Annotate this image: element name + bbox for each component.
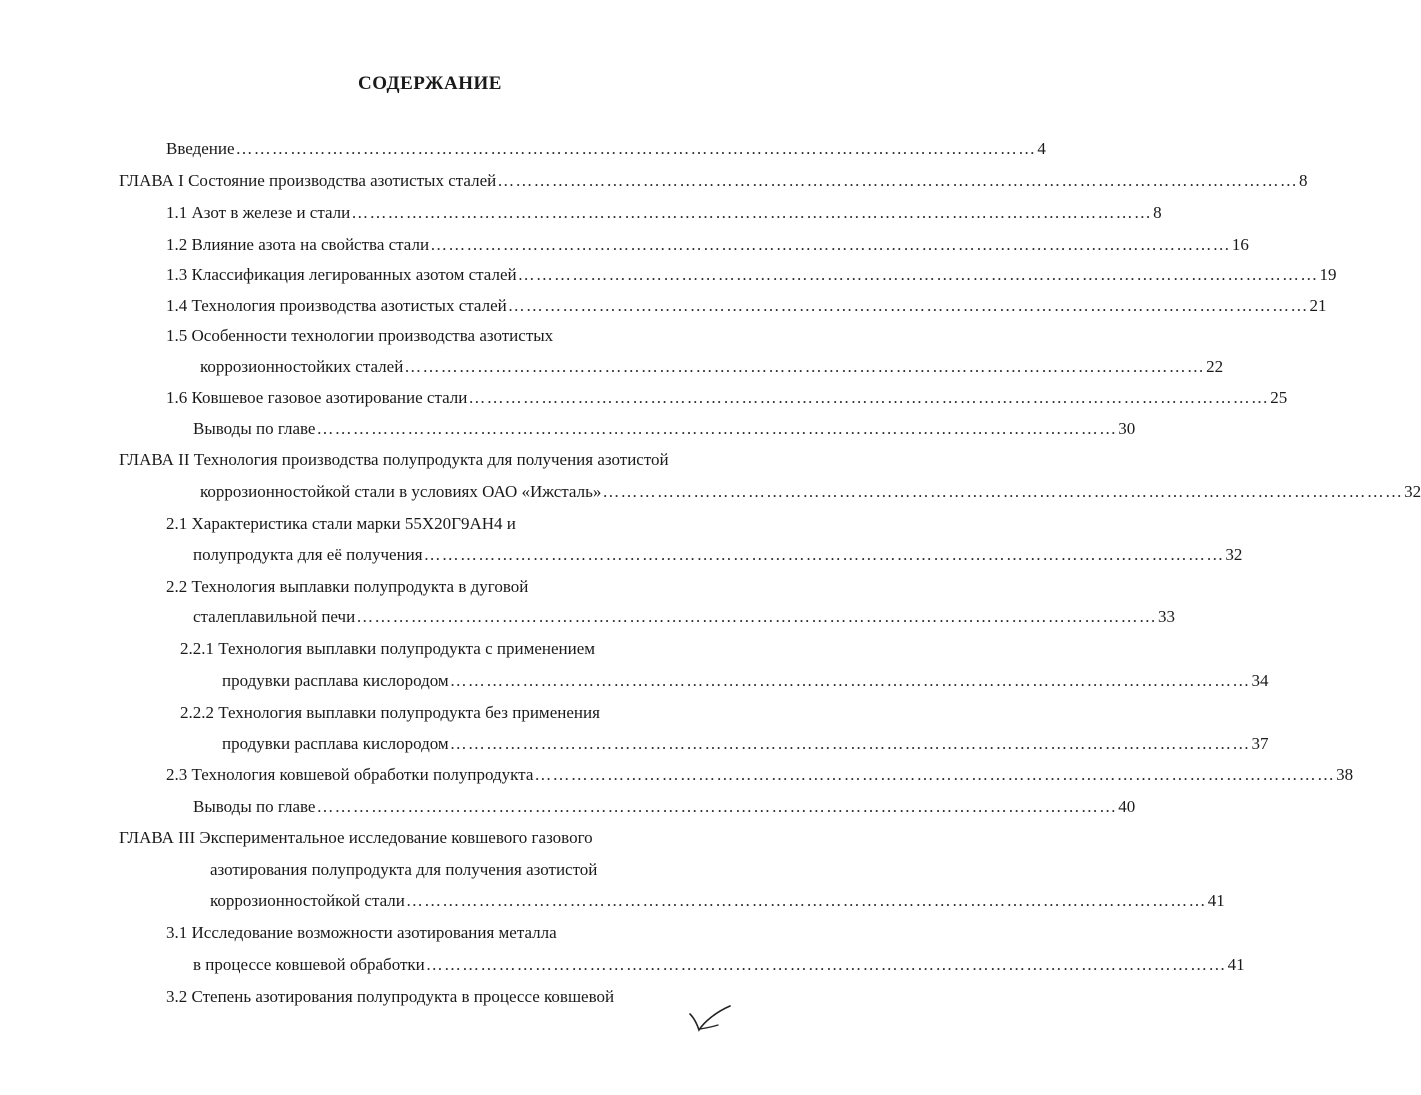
dot-leader: ……………………………………………………………………………………………………………………	[449, 671, 1251, 690]
dot-leader: ……………………………………………………………………………………………………………………	[316, 797, 1118, 816]
toc-page-number: 41	[1227, 955, 1245, 974]
toc-page-number: 21	[1309, 296, 1327, 315]
toc-entry	[166, 764, 1354, 786]
toc-entry	[166, 234, 1249, 256]
toc-entry-text: 1.2 Влияние азота на свойства стали	[166, 235, 430, 254]
toc-entry-text: полупродукта для её получения	[193, 545, 423, 564]
toc-entry	[193, 796, 1136, 818]
toc-entry-text: 1.6 Ковшевое газовое азотирование стали	[166, 388, 468, 407]
toc-page-number: 41	[1207, 891, 1225, 910]
toc-entry-text: в процессе ковшевой обработки	[193, 955, 425, 974]
toc-entry-text: 2.3 Технология ковшевой обработки полупродукта	[166, 765, 534, 784]
toc-page-number: 32	[1404, 482, 1421, 501]
toc-entry	[222, 733, 1269, 755]
toc-entry	[166, 295, 1327, 317]
toc-page-number: 19	[1319, 265, 1337, 284]
dot-leader: ……………………………………………………………………………………………………………………	[517, 265, 1319, 284]
toc-entry	[222, 670, 1269, 692]
toc-entry-text: 2.1 Характеристика стали марки 55Х20Г9АН4 и	[166, 514, 516, 533]
toc-entry	[193, 544, 1243, 566]
toc-page-number: 4	[1037, 139, 1046, 158]
toc-entry-text: Выводы по главе	[193, 419, 316, 438]
toc-page-number: 38	[1336, 765, 1354, 784]
toc-entry-text: ГЛАВА I Состояние производства азотистых сталей	[119, 171, 497, 190]
toc-entry	[166, 264, 1337, 286]
toc-entry	[210, 890, 1225, 912]
toc-page-number: 37	[1251, 734, 1269, 753]
toc-entry-text: Введение	[166, 139, 235, 158]
toc-entry-text: 1.3 Классификация легированных азотом сталей	[166, 265, 517, 284]
toc-entry-text: сталеплавильной печи	[193, 607, 356, 626]
toc-entry-text: 3.2 Степень азотирования полупродукта в процессе ковшевой	[166, 987, 615, 1006]
toc-entry	[166, 387, 1288, 409]
toc-entry	[166, 138, 1046, 160]
dot-leader: ……………………………………………………………………………………………………………………	[235, 139, 1037, 158]
dot-leader: ……………………………………………………………………………………………………………………	[316, 419, 1118, 438]
dot-leader: ……………………………………………………………………………………………………………………	[351, 203, 1153, 222]
dot-leader: ……………………………………………………………………………………………………………………	[405, 891, 1207, 910]
toc-entry	[166, 202, 1162, 224]
dot-leader: ……………………………………………………………………………………………………………………	[404, 357, 1206, 376]
dot-leader: ……………………………………………………………………………………………………………………	[430, 235, 1231, 254]
toc-entry-text: продувки расплава кислородом	[222, 734, 449, 753]
toc-entry-text: 2.2.2 Технология выплавки полупродукта без применения	[180, 703, 600, 722]
toc-page-number: 25	[1270, 388, 1288, 407]
toc-chapter-text: ГЛАВА II Технология производства полупродукта для получения азотистой	[119, 450, 669, 469]
toc-entry-text: Выводы по главе	[193, 797, 316, 816]
handwritten-mark-icon	[688, 1002, 734, 1032]
toc-entry	[200, 481, 1421, 503]
toc-entry-text: 1.4 Технология производства азотистых сталей	[166, 296, 507, 315]
toc-entry-text: коррозионностойких сталей	[200, 357, 404, 376]
page-title: СОДЕРЖАНИЕ	[358, 73, 502, 94]
toc-page-number: 40	[1118, 797, 1136, 816]
toc-page-number: 33	[1158, 607, 1176, 626]
dot-leader: ……………………………………………………………………………………………………………………	[497, 171, 1299, 190]
toc-entry-text: коррозионностойкой стали	[210, 891, 405, 910]
toc-entry	[193, 418, 1136, 440]
dot-leader: ……………………………………………………………………………………………………………………	[468, 388, 1270, 407]
toc-entry-text: коррозионностойкой стали в условиях ОАО «Ижсталь»	[200, 482, 602, 501]
toc-entry	[193, 954, 1245, 976]
toc-page-number: 8	[1153, 203, 1162, 222]
toc-chapter	[119, 170, 1308, 192]
toc-entry	[200, 356, 1224, 378]
toc-entry-text: 1.1 Азот в железе и стали	[166, 203, 351, 222]
toc-page-number: 8	[1299, 171, 1308, 190]
toc-page-number: 32	[1225, 545, 1243, 564]
toc-entry-text: 2.2 Технология выплавки полупродукта в дуговой	[166, 577, 529, 596]
toc-chapter-text: ГЛАВА III Экспериментальное исследование ковшевого газового	[119, 828, 593, 847]
toc-entry-text: 3.1 Исследование возможности азотирования металла	[166, 923, 557, 942]
toc-entry-text: азотирования полупродукта для получения азотистой	[210, 860, 598, 879]
dot-leader: ……………………………………………………………………………………………………………………	[425, 955, 1227, 974]
toc-entry-text: продувки расплава кислородом	[222, 671, 449, 690]
toc-page-number: 22	[1206, 357, 1224, 376]
toc-page-number: 30	[1118, 419, 1136, 438]
dot-leader: ……………………………………………………………………………………………………………………	[423, 545, 1225, 564]
dot-leader: ……………………………………………………………………………………………………………………	[602, 482, 1404, 501]
toc-entry-text: 2.2.1 Технология выплавки полупродукта с применением	[180, 639, 596, 658]
dot-leader: ……………………………………………………………………………………………………………………	[534, 765, 1336, 784]
dot-leader: ……………………………………………………………………………………………………………………	[507, 296, 1309, 315]
toc-page-number: 16	[1231, 235, 1249, 254]
toc-entry-text: 1.5 Особенности технологии производства азотистых	[166, 326, 554, 345]
toc-entry	[193, 606, 1176, 628]
toc-page-number: 34	[1251, 671, 1269, 690]
dot-leader: ……………………………………………………………………………………………………………………	[449, 734, 1251, 753]
dot-leader: ……………………………………………………………………………………………………………………	[356, 607, 1158, 626]
